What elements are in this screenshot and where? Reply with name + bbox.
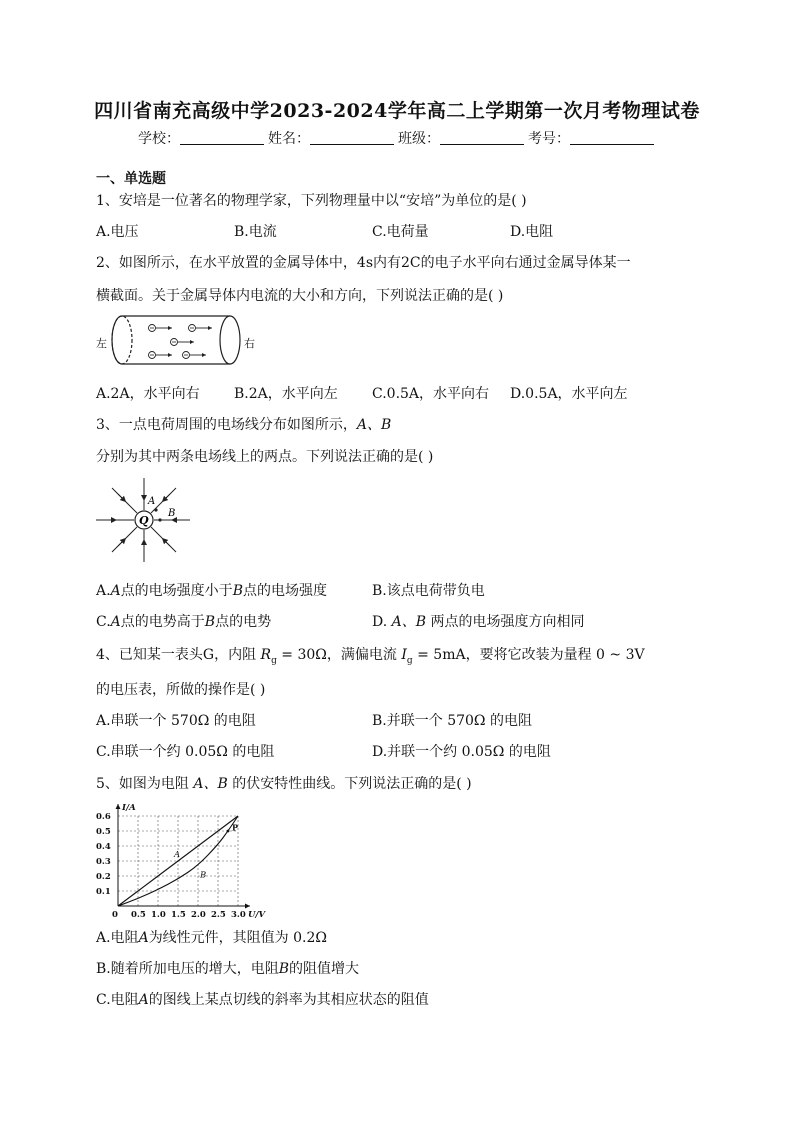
q3-option-a bbox=[96, 580, 327, 600]
y-tick-label: 0.6 bbox=[96, 812, 111, 822]
q4-stem-line1 bbox=[96, 644, 645, 666]
x-tick-label: 2.0 bbox=[191, 910, 206, 920]
q4-option-b: B.并联一个 570Ω 的电阻 bbox=[372, 713, 532, 729]
class-label: 班级： bbox=[398, 131, 440, 147]
opt-var: B bbox=[204, 614, 216, 630]
q4-option-d: D.并联一个约 0.05Ω 的电阻 bbox=[372, 744, 551, 760]
opt-var: A bbox=[138, 930, 149, 946]
student-info-row bbox=[0, 128, 794, 148]
q4-ig-sub: g bbox=[406, 655, 413, 666]
opt-var: B bbox=[278, 961, 290, 977]
opt-text: A.电阻 bbox=[96, 930, 139, 946]
point-a-dot bbox=[154, 508, 157, 511]
q2-left-label: 左 bbox=[96, 337, 107, 350]
q2-conductor-figure bbox=[96, 310, 266, 370]
y-axis-label: I/A bbox=[122, 803, 136, 813]
opt-text: 点的电场强度小于 bbox=[120, 583, 233, 599]
q5-option-a bbox=[96, 927, 327, 947]
opt-text: B.随着所加电压的增大，电阻 bbox=[96, 961, 279, 977]
q5-stem-points: A、B bbox=[193, 776, 228, 792]
q4-stem-line2: 的电压表，所做的操作是( ) bbox=[96, 682, 266, 698]
electron-arrow bbox=[189, 325, 213, 332]
opt-text: 两点的电场强度方向相同 bbox=[426, 614, 585, 630]
electron-arrow bbox=[149, 352, 173, 359]
x-tick-label: 2.5 bbox=[211, 910, 226, 920]
x-axis-label: U/V bbox=[248, 910, 266, 920]
exam-title: 四川省南充高级中学2023-2024学年高二上学期第一次月考物理试卷 bbox=[94, 100, 700, 122]
point-b-dot bbox=[158, 518, 161, 521]
charge-label: Q bbox=[139, 514, 149, 527]
opt-text: 点的电场强度 bbox=[242, 583, 327, 599]
electron-arrow bbox=[149, 325, 173, 332]
q1-stem: 1、安培是一位著名的物理学家，下列物理量中以“安培”为单位的是( ) bbox=[96, 193, 527, 209]
q3-field-figure bbox=[96, 476, 192, 564]
q3-option-d bbox=[372, 611, 585, 631]
q2-option-c: C.0.5A，水平向右 bbox=[372, 386, 490, 402]
q4-rg-symbol: R bbox=[260, 647, 272, 663]
opt-text: 为线性元件，其阻值为 0.2Ω bbox=[148, 930, 328, 946]
field-arrow bbox=[118, 494, 124, 500]
q2-stem-line1: 2、如图所示，在水平放置的金属导体中，4s内有2C的电子水平向右通过金属导体某一 bbox=[96, 255, 631, 271]
electron-arrow bbox=[183, 352, 207, 359]
q2-option-b: B.2A，水平向左 bbox=[234, 386, 338, 402]
q2-option-a: A.2A，水平向右 bbox=[96, 386, 200, 402]
class-field[interactable] bbox=[440, 130, 524, 145]
series-label-B: B bbox=[200, 870, 207, 881]
q1-option-d: D.电阻 bbox=[510, 224, 554, 240]
number-label: 考号： bbox=[528, 131, 570, 147]
y-axis-arrow bbox=[116, 804, 121, 809]
electron-arrow bbox=[171, 339, 195, 346]
opt-text: C.电阻 bbox=[96, 992, 139, 1008]
q5-stem-suffix: 的伏安特性曲线。下列说法正确的是( ) bbox=[227, 776, 472, 792]
opt-text: C. bbox=[96, 614, 111, 630]
q4-ig-symbol: I bbox=[401, 647, 407, 663]
opt-var: A bbox=[138, 992, 149, 1008]
number-field[interactable] bbox=[570, 130, 654, 145]
q2-stem-line2: 横截面。关于金属导体内电流的大小和方向，下列说法正确的是( ) bbox=[96, 288, 504, 304]
x-tick-label: 3.0 bbox=[231, 910, 246, 920]
school-label: 学校： bbox=[138, 131, 180, 147]
q4-rg-sub: g bbox=[271, 655, 277, 666]
q5-stem bbox=[96, 773, 472, 793]
opt-text: A. bbox=[96, 583, 111, 599]
y-tick-label: 0.1 bbox=[96, 887, 111, 897]
q3-stem-points: A、B bbox=[356, 417, 392, 433]
q5-option-c bbox=[96, 989, 429, 1009]
q3-stem-line1 bbox=[96, 414, 391, 434]
field-arrow bbox=[164, 540, 170, 546]
y-tick-label: 0.2 bbox=[96, 872, 111, 882]
iv-chart bbox=[96, 798, 268, 920]
q3-stem-prefix: 3、一点电荷周围的电场线分布如图所示， bbox=[96, 417, 357, 433]
y-tick-label: 0.3 bbox=[96, 857, 111, 867]
q4-ig-value: = 5mA，要将它改装为量程 0 ~ 3V bbox=[412, 647, 645, 663]
opt-text: D. bbox=[372, 614, 392, 630]
q1-option-b: B.电流 bbox=[234, 224, 277, 240]
point-b-label: B bbox=[168, 508, 176, 519]
q3-option-b: B.该点电荷带负电 bbox=[372, 583, 485, 599]
point-p-dot bbox=[227, 830, 230, 833]
opt-var: A、B bbox=[391, 614, 427, 630]
point-a-label: A bbox=[148, 496, 156, 507]
q2-right-label: 右 bbox=[244, 337, 255, 350]
conductor-left-end-front bbox=[112, 316, 122, 364]
opt-text: 的图线上某点切线的斜率为其相应状态的阻值 bbox=[148, 992, 429, 1008]
name-field[interactable] bbox=[310, 130, 394, 145]
opt-text: 的阻值增大 bbox=[289, 961, 360, 977]
section-heading: 一、单选题 bbox=[96, 171, 166, 187]
opt-text: 点的电势高于 bbox=[120, 614, 205, 630]
opt-var: B bbox=[232, 583, 243, 599]
x-tick-label: 1.5 bbox=[171, 910, 186, 920]
q1-option-a: A.电压 bbox=[96, 224, 139, 240]
q3-stem-line2: 分别为其中两条电场线上的两点。下列说法正确的是( ) bbox=[96, 449, 434, 465]
q1-option-c: C.电荷量 bbox=[372, 224, 429, 240]
opt-text: 点的电势 bbox=[215, 614, 272, 630]
q4-option-a: A.串联一个 570Ω 的电阻 bbox=[96, 713, 256, 729]
name-label: 姓名： bbox=[268, 131, 310, 147]
x-axis-arrow bbox=[245, 904, 250, 909]
school-field[interactable] bbox=[180, 130, 264, 145]
q5-stem-prefix: 5、如图为电阻 bbox=[96, 776, 194, 792]
q4-rg-value: = 30Ω，满偏电流 bbox=[276, 647, 402, 663]
opt-var: A bbox=[110, 583, 121, 599]
q2-option-d: D.0.5A，水平向左 bbox=[510, 386, 628, 402]
conductor-body bbox=[122, 316, 230, 364]
q4-stem-text: 4、已知某一表头G，内阻 bbox=[96, 647, 261, 663]
q3-option-c bbox=[96, 611, 271, 631]
q4-option-c: C.串联一个约 0.05Ω 的电阻 bbox=[96, 744, 275, 760]
x-tick-label: 1.0 bbox=[151, 910, 166, 920]
field-arrow bbox=[164, 494, 170, 500]
conductor-right-end bbox=[220, 316, 240, 364]
annotation-label: P bbox=[232, 822, 239, 833]
opt-var: A bbox=[110, 614, 121, 630]
series-label-A: A bbox=[174, 850, 181, 860]
x-tick-label: 0 bbox=[112, 910, 118, 920]
field-arrow bbox=[118, 540, 124, 546]
y-tick-label: 0.4 bbox=[96, 842, 111, 852]
y-tick-label: 0.5 bbox=[96, 827, 111, 837]
x-tick-label: 0.5 bbox=[131, 910, 146, 920]
q5-option-b bbox=[96, 958, 359, 978]
